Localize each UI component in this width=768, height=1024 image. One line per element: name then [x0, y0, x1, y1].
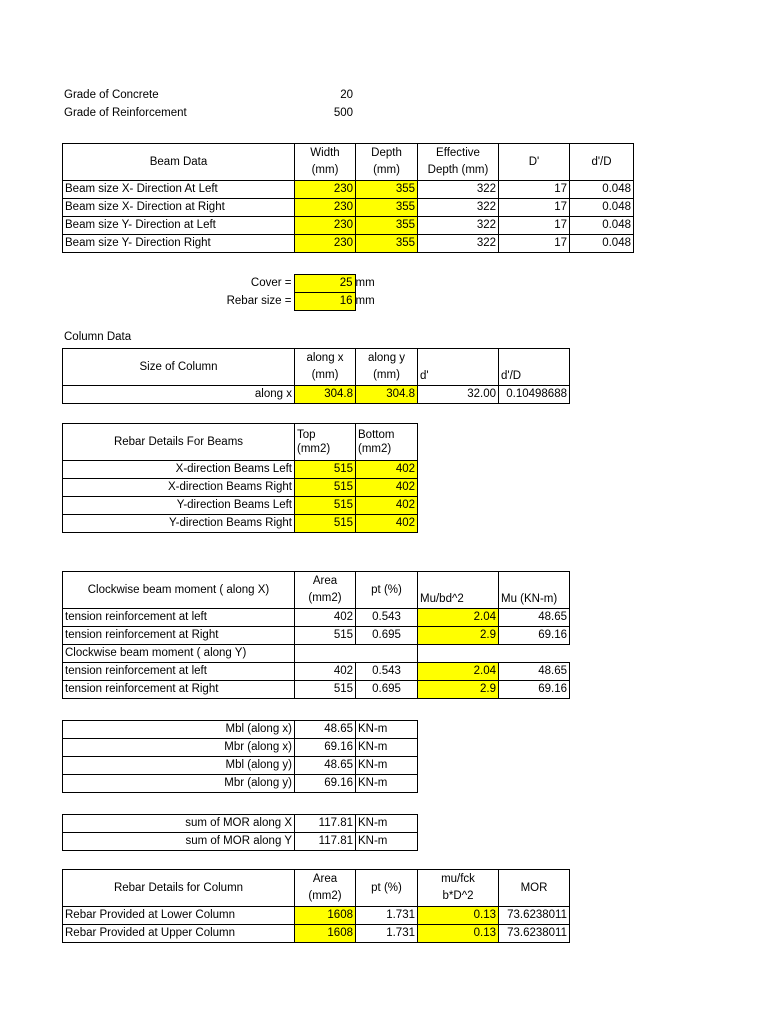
- rebar-beam-label: X-direction Beams Left: [63, 461, 295, 479]
- mb-unit: KN-m: [356, 757, 418, 775]
- col-pt-cell: 1.731: [356, 925, 418, 943]
- table-row: [63, 479, 418, 497]
- beam-header-row: [63, 144, 634, 181]
- beam-label: Beam size X- Direction At Left: [63, 181, 295, 199]
- pt-cell: 0.543: [356, 609, 418, 627]
- beam-label: Beam size X- Direction at Right: [63, 199, 295, 217]
- mor-sum-value: 117.81: [295, 815, 356, 833]
- mu-cell: 69.16: [499, 681, 570, 699]
- bottom-header: Bottom (mm2): [356, 424, 418, 461]
- area-cell: 515: [295, 627, 356, 645]
- eff-depth-cell: 322: [418, 199, 499, 217]
- table-row: [63, 907, 570, 925]
- beam-data-table: [62, 143, 634, 253]
- rebar-size-input[interactable]: 16: [294, 293, 355, 311]
- eff-depth-header-text: Effective Depth (mm): [427, 147, 489, 176]
- rebar-column-label: Rebar Provided at Lower Column: [63, 907, 295, 925]
- eff-depth-cell: 322: [418, 181, 499, 199]
- rebar-column-label: Rebar Provided at Upper Column: [63, 925, 295, 943]
- mu-header: Mu (KN-m): [499, 572, 570, 609]
- beam-label: Beam size Y- Direction Right: [63, 235, 295, 253]
- cover-rebar-table: [200, 274, 395, 311]
- depth-header: [356, 144, 418, 181]
- d-ratio-cell: 0.048: [570, 217, 634, 235]
- rebar-column-header-row: [63, 870, 570, 907]
- rebar-beams-header-row: [63, 424, 418, 461]
- top-cell[interactable]: 515: [295, 497, 356, 515]
- mor-sum-unit: KN-m: [356, 833, 418, 851]
- mu-cell: 69.16: [499, 627, 570, 645]
- rebar-beams-table: [62, 423, 418, 533]
- depth-cell[interactable]: 355: [356, 217, 418, 235]
- rebar-column-table: [62, 869, 570, 943]
- rebar-beam-label: Y-direction Beams Right: [63, 515, 295, 533]
- moment-header-row: [63, 572, 570, 609]
- bottom-cell[interactable]: 402: [356, 515, 418, 533]
- table-row: [63, 181, 634, 199]
- width-cell[interactable]: 230: [295, 217, 356, 235]
- mb-label: Mbl (along y): [63, 757, 295, 775]
- moment-y-blank: [418, 645, 570, 663]
- mb-table: [62, 720, 418, 793]
- column-along-x-cell[interactable]: 304.8: [295, 386, 356, 404]
- depth-header-text: Depth (mm): [371, 147, 402, 176]
- area-header: [295, 572, 356, 609]
- d-ratio-header: d'/D: [570, 144, 634, 181]
- table-row: [63, 775, 418, 793]
- cover-label: Cover =: [250, 277, 292, 289]
- mb-value: 48.65: [295, 757, 356, 775]
- table-row: [63, 627, 570, 645]
- mor-cell: 73.6238011: [499, 907, 570, 925]
- mu-bd2-cell[interactable]: 2.9: [418, 627, 499, 645]
- mor-sum-label: sum of MOR along Y: [63, 833, 295, 851]
- mb-unit: KN-m: [356, 739, 418, 757]
- table-row: [63, 721, 418, 739]
- mb-value: 69.16: [295, 739, 356, 757]
- col-d-prime-header: d': [418, 349, 499, 386]
- eff-depth-cell: 322: [418, 235, 499, 253]
- width-header-text: Width (mm): [310, 147, 340, 176]
- pt-header: pt (%): [356, 572, 418, 609]
- column-data-title: Column Data: [64, 331, 132, 343]
- col-pt-header: pt (%): [356, 870, 418, 907]
- mor-sum-table: [62, 814, 418, 851]
- width-cell[interactable]: 230: [295, 181, 356, 199]
- pt-cell: 0.695: [356, 627, 418, 645]
- along-x-header: [295, 349, 356, 386]
- d-ratio-cell: 0.048: [570, 199, 634, 217]
- table-row: [63, 515, 418, 533]
- table-row: [63, 815, 418, 833]
- top-cell[interactable]: 515: [295, 479, 356, 497]
- beam-data-header: Beam Data: [63, 144, 295, 181]
- grade-reinforcement-value: 500: [333, 107, 353, 119]
- table-row: [63, 235, 634, 253]
- mor-cell: 73.6238011: [499, 925, 570, 943]
- rebar-column-header: Rebar Details for Column: [63, 870, 295, 907]
- moment-label: tension reinforcement at Right: [63, 627, 295, 645]
- bottom-cell[interactable]: 402: [356, 497, 418, 515]
- mu-fck-header: [418, 870, 499, 907]
- width-cell[interactable]: 230: [295, 199, 356, 217]
- table-row: [63, 217, 634, 235]
- d-prime-header: D': [499, 144, 570, 181]
- pt-cell: 0.695: [356, 681, 418, 699]
- col-area-cell[interactable]: 1608: [295, 925, 356, 943]
- along-x-header-text: along x (mm): [306, 352, 344, 381]
- table-row: [63, 681, 570, 699]
- cover-input[interactable]: 25: [294, 275, 355, 293]
- mor-sum-unit: KN-m: [356, 815, 418, 833]
- table-row: [63, 497, 418, 515]
- col-area-header-text: Area (mm2): [308, 873, 342, 902]
- mb-unit: KN-m: [356, 721, 418, 739]
- mb-unit: KN-m: [356, 775, 418, 793]
- moment-x-header: Clockwise beam moment ( along X): [63, 572, 295, 609]
- size-of-column-header: Size of Column: [63, 349, 295, 386]
- mb-label: Mbr (along y): [63, 775, 295, 793]
- bottom-cell[interactable]: 402: [356, 461, 418, 479]
- mor-sum-label: sum of MOR along X: [63, 815, 295, 833]
- mu-bd2-cell[interactable]: 2.04: [418, 663, 499, 681]
- bottom-cell[interactable]: 402: [356, 479, 418, 497]
- grade-concrete-value: 20: [340, 89, 353, 101]
- column-header-row: [63, 349, 570, 386]
- mu-fck-header-text: mu/fck b*D^2: [441, 873, 475, 902]
- mor-header: MOR: [499, 870, 570, 907]
- pt-cell: 0.543: [356, 663, 418, 681]
- moment-label: tension reinforcement at Right: [63, 681, 295, 699]
- col-area-cell[interactable]: 1608: [295, 907, 356, 925]
- rebar-beam-label: Y-direction Beams Left: [63, 497, 295, 515]
- area-cell: 402: [295, 609, 356, 627]
- column-d-prime-cell: 32.00: [418, 386, 499, 404]
- mu-cell: 48.65: [499, 609, 570, 627]
- eff-depth-cell: 322: [418, 217, 499, 235]
- cover-unit: mm: [355, 277, 375, 289]
- beam-moment-table: [62, 571, 570, 699]
- moment-y-spacer: [295, 645, 418, 663]
- moment-label: tension reinforcement at left: [63, 609, 295, 627]
- along-y-header-text: along y (mm): [367, 352, 406, 381]
- cover-row: [200, 275, 395, 293]
- mu-cell: 48.65: [499, 663, 570, 681]
- table-row: [63, 739, 418, 757]
- top-header: Top (mm2): [295, 424, 356, 461]
- table-row: [63, 461, 418, 479]
- depth-cell[interactable]: 355: [356, 199, 418, 217]
- eff-depth-header: [418, 144, 499, 181]
- col-d-ratio-header: d'/D: [499, 349, 570, 386]
- mor-sum-value: 117.81: [295, 833, 356, 851]
- mu-bd2-cell[interactable]: 2.04: [418, 609, 499, 627]
- mu-bd2-cell[interactable]: 2.9: [418, 681, 499, 699]
- column-along-y-cell[interactable]: 304.8: [356, 386, 418, 404]
- table-row: [63, 757, 418, 775]
- top-cell[interactable]: 515: [295, 461, 356, 479]
- mb-value: 48.65: [295, 721, 356, 739]
- d-ratio-cell: 0.048: [570, 181, 634, 199]
- width-header: [295, 144, 356, 181]
- table-row: [63, 386, 570, 404]
- width-cell[interactable]: 230: [295, 235, 356, 253]
- mu-fck-cell[interactable]: 0.13: [418, 907, 499, 925]
- rebar-size-label: Rebar size =: [226, 295, 292, 307]
- top-cell[interactable]: 515: [295, 515, 356, 533]
- depth-cell[interactable]: 355: [356, 181, 418, 199]
- along-y-header: [356, 349, 418, 386]
- table-row: [63, 199, 634, 217]
- table-row: [63, 925, 570, 943]
- table-row: [63, 833, 418, 851]
- depth-cell[interactable]: 355: [356, 235, 418, 253]
- area-cell: 515: [295, 681, 356, 699]
- grade-reinforcement-label: Grade of Reinforcement: [64, 107, 187, 119]
- moment-y-header: Clockwise beam moment ( along Y): [63, 645, 295, 663]
- d-prime-cell: 17: [499, 217, 570, 235]
- col-pt-cell: 1.731: [356, 907, 418, 925]
- column-data-table: [62, 348, 570, 404]
- rebar-size-unit: mm: [355, 295, 375, 307]
- d-prime-cell: 17: [499, 199, 570, 217]
- d-ratio-cell: 0.048: [570, 235, 634, 253]
- rebar-size-row: [200, 293, 395, 311]
- rebar-beam-label: X-direction Beams Right: [63, 479, 295, 497]
- column-row-label: along x: [63, 386, 295, 404]
- beam-label: Beam size Y- Direction at Left: [63, 217, 295, 235]
- grade-concrete-label: Grade of Concrete: [64, 89, 159, 101]
- mu-bd2-header: Mu/bd^2: [418, 572, 499, 609]
- column-d-ratio-cell: 0.10498688: [499, 386, 570, 404]
- rebar-beams-header: Rebar Details For Beams: [63, 424, 295, 461]
- mu-fck-cell[interactable]: 0.13: [418, 925, 499, 943]
- mb-value: 69.16: [295, 775, 356, 793]
- table-row: [63, 609, 570, 627]
- area-header-text: Area (mm2): [308, 575, 342, 604]
- area-cell: 402: [295, 663, 356, 681]
- mb-label: Mbr (along x): [63, 739, 295, 757]
- mb-label: Mbl (along x): [63, 721, 295, 739]
- col-area-header: [295, 870, 356, 907]
- moment-label: tension reinforcement at left: [63, 663, 295, 681]
- moment-y-header-row: [63, 645, 570, 663]
- d-prime-cell: 17: [499, 181, 570, 199]
- table-row: [63, 663, 570, 681]
- d-prime-cell: 17: [499, 235, 570, 253]
